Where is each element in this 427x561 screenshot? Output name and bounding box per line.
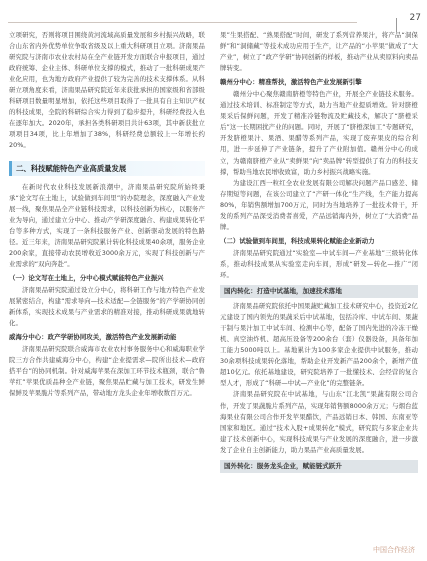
right-paragraph-3: 为建设江西一粒红全农业发展有限公司解决问题产品口感差、储存期短等问题，在该公司建立了“产研一体化”生产线，生产能力提高80%，年销售额增加700万元，同时为当地培养了一批技术骨干，开发的系列产品深受消费者喜爱，产品远销海内外，树立了“大消费”品牌。 bbox=[220, 178, 418, 231]
left-paragraph-1: 立项研究，否则将项目围绕黄河流域高质量发展和乡村振兴战略，联合山东省内外优势单位争取省级及以上重大科研项目立项。济南果品研究院与济南市农业农村局在全产业链开发方面联合申报项目，通过政府统筹、企业主体、科研单位支撑的模式，推动了一批科研成果产业化应用，也为地方政府产业提供了较为完善的技术支撑体系。从科研立项角度来看，济南果品研究院近年来获批承担的国家级和省部级科研项目数量明显增加，依托这些项目取得了一批具有自主知识产权的科技成果，全院的科研综合实力得到了稳步提升，科研经费投入也在逐年加大。2020年，承担各类科研项目共计63项，其中新获批立项项目34项，比上年增加了38%，科研经费总额较上一年增长约20%。 bbox=[9, 31, 205, 150]
section-heading: 二、科技赋能特色产业高质量发展 bbox=[9, 161, 205, 176]
foreign-transfer-heading: 国外转化：服务龙头企业，赋能链式跃升 bbox=[220, 460, 418, 473]
right-paragraph-6: 济南果品研究院在中试基地，与山东“江北凯”果蔬有限公司合作，开发了果蔬脆片系列产品，实现年销售额8000余万元；与烟台蓝海果业有限公司合作开发苹果醋饮，产品远销日本、韩国、东南亚等国家和地区。通过“技术入股+成果转化”模式，研究院与多家企业共建了技术创新中心，实现科技成果与产业发展的深度融合，进一步激发了企业自主创新能力，助力果品产业高质量发展。 bbox=[220, 390, 418, 454]
right-paragraph-5: 济南果品研究院依托中国果蔬贮藏加工技术研究中心，投资近2亿元建设了国内领先的果蔬采后中试基地，包括冷库、中试车间、果蔬干制与果汁加工中试车间、检测中心等，配备了国内先进的冷冻干燥机、真空油炸机、超高压设备等200余台（套）仪器设备，具备年加工能力5000吨以上。基地累计为100多家企业提供中试服务，推动30余项科技成果转化落地，帮助企业开发新产品200余个，新增产值超10亿元。依托基地建设，研究院培养了一批懂技术、会经营的复合型人才，形成了“科研—中试—产业化”的完整链条。 bbox=[220, 302, 418, 388]
ganzhou-heading: 赣州分中心：精准帮扶，激活特色产业发展新引擎 bbox=[220, 78, 362, 87]
right-column bbox=[220, 30, 418, 476]
journal-footer: 中国合作经济 bbox=[373, 546, 415, 554]
subsection-heading-2: （二）试验做到车间里，科技成果转化赋能企业新动力 bbox=[220, 236, 375, 245]
right-paragraph-4: 济南果品研究院通过“实验室—中试车间—产业基地”三级转化体系，推动科技成果从实验室走向车间，形成“研发—转化—推广”闭环。 bbox=[220, 248, 418, 279]
header-rule bbox=[8, 22, 357, 23]
left-paragraph-3: 济南果品研究院通过设立分中心，将科研工作与地方特色产业发展紧密结合，构建“需求导向—技术适配—全链服务”的产学研协同创新体系，实现技术成果与产业需求的精准对接，推动科研成果就地转化。 bbox=[9, 285, 205, 328]
domestic-transfer-heading: 国内转化：打造中试基地，加速技术落地 bbox=[220, 285, 418, 298]
subsection-heading-1: （一）论文写在土地上，分中心模式赋能特色产业振兴 bbox=[9, 273, 164, 282]
right-paragraph-1: 果”生果搭配、“熟果搭配”时间，研发了系列营养果汁，将产品“洞保鲜”和“洞储藏”等技术成功应用于生产，让产品的“小苹果”做成了“大产业”，树立了“政产学研”协同创新的样板，推动产业从卖原料向卖品牌转变。 bbox=[220, 31, 418, 73]
left-paragraph-2: 在新时代农业科技发展新浪潮中，济南果品研究院所始终秉承“论文写在土地上，试验做到车间里”的办院理念，深度融入产业发展一线，聚焦果品全产业链科技需求，以科技创新为核心，以服务产业为导向，通过建立分中心、推动产学研深度融合、构建成果转化平台等多种方式，实现了一条科技服务产业、创新驱动发展的特色路径。近三年来，济南果品研究院累计转化科技成果40余项，服务企业200余家，直接带动农民增收近3000余万元，实现了科技创新与产业需求的“双向奔赴”。 bbox=[9, 182, 205, 268]
right-paragraph-2: 赣州分中心聚焦赣南脐橙等特色产业，开展全产业链技术服务。通过技术培训、标准制定等方式，助力当地产业提质增效。针对脐橙果采后保鲜问题，开发了精准冷链物流及贮藏技术，解决了“脐橙采后”这一长期困扰产业的问题。同时，开展了“脐橙深加工”专题研究，开发脐橙果汁、果酒、果醋等系列产品，实现了废弃果皮的综合利用，进一步延伸了产业链条，提升了产业附加值。赣州分中心的成立，为赣南脐橙产业从“卖鲜果”向“卖品牌”转型提供了有力的科技支撑，帮助当地农民增收致富，助力乡村振兴战略实施。 bbox=[220, 90, 418, 176]
weihai-heading: 威海分中心：政产学研协同攻关，激活特色产业发展新动能 bbox=[9, 333, 177, 342]
left-paragraph-4: 济南果品研究院联合威海市农业农村事务服务中心和威海职业学院三方合作共建威海分中心，构建“企业提需求—院所出技术—政府搭平台”的协同机制。针对威海苹果在深加工环节技术瓶颈，联合“鲁苹红”苹果优质品种全产业链，聚焦果品贮藏与加工技术，研发生鲜保鲜及苹果脆片等系列产品，带动地方龙头企业年增收数百万元。 bbox=[9, 345, 205, 398]
left-column bbox=[9, 30, 205, 399]
page-number: 27 bbox=[409, 13, 421, 23]
